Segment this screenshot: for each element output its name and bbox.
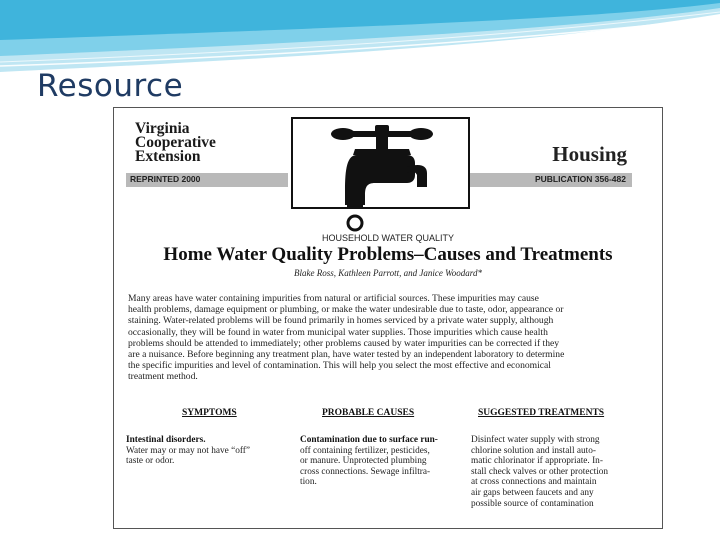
cause-lead: Contamination due to surface run- <box>300 435 438 445</box>
treatment-line: air gaps between faucets and any <box>471 487 594 498</box>
intro-line: occasionally, they will be found in water from municipal water supplies. Those impurities which cause health <box>128 326 548 338</box>
publication-number: PUBLICATION 356-482 <box>534 174 626 184</box>
publication-bar <box>470 173 632 187</box>
cause-line: or manure. Unprotected plumbing <box>300 456 427 467</box>
intro-line: treatment method. <box>128 371 198 383</box>
symptoms-heading: SYMPTOMS <box>182 408 237 418</box>
symptom-line: taste or odor. <box>126 456 175 467</box>
publication-scan <box>113 107 663 529</box>
org-name-line: Extension <box>135 148 201 165</box>
authors: Blake Ross, Kathleen Parrott, and Janice Woodard* <box>294 268 482 278</box>
org-name <box>135 122 216 164</box>
treatment-line: matic chlorinator if appropriate. In- <box>471 456 603 467</box>
series-kicker: HOUSEHOLD WATER QUALITY <box>321 233 455 243</box>
intro-line: staining. Water-related problems will be found primarily in homes serviced by a private water supply, although <box>128 315 554 327</box>
treatment-line: at cross connections and maintain <box>471 477 597 488</box>
treatments-heading: SUGGESTED TREATMENTS <box>478 408 605 418</box>
treatment-line: Disinfect water supply with strong <box>471 435 600 445</box>
cause-line: off containing fertilizer, pesticides, <box>300 445 430 456</box>
intro-line: are a nuisance. Before beginning any treatment plan, have water tested by an independent laboratory to determine <box>128 349 565 361</box>
symptoms-column <box>126 435 296 467</box>
treatment-line: possible source of contamination <box>471 498 594 509</box>
intro-line: the specific impurities and level of contamination. This will help you select the most effective and economical <box>128 360 551 372</box>
intro-line: problems should be attended to immediately; other problems caused by water impurities can be corrected if they <box>128 337 560 349</box>
treatment-line: stall check valves or other protection <box>471 466 609 477</box>
symptom-lead: Intestinal disorders. <box>126 435 206 445</box>
causes-heading: PROBABLE CAUSES <box>322 408 415 418</box>
publication-title: Home Water Quality Problems–Causes and Treatments <box>163 244 613 265</box>
reprint-label: REPRINTED 2000 <box>130 174 201 184</box>
org-name-line: Virginia <box>135 120 190 137</box>
cause-line: tion. <box>300 477 317 488</box>
treatments-column <box>471 435 651 509</box>
reprint-bar <box>126 173 288 187</box>
intro-line: Many areas have water containing impurities from natural or artificial sources. These impurities may cause <box>128 293 539 304</box>
org-name-line: Cooperative <box>135 134 216 151</box>
faucet-logo-box <box>291 117 470 209</box>
intro-line: health problems, damage equipment or plumbing, or make the water undesirable due to taste, odor, appearance or <box>128 304 564 316</box>
treatment-line: chlorine solution and install auto- <box>471 445 596 456</box>
slide-title: Resource <box>37 68 184 104</box>
cause-line: cross connections. Sewage infiltra- <box>300 466 431 477</box>
intro-paragraph <box>128 293 634 383</box>
symptom-line: Water may or may not have “off” <box>126 445 251 456</box>
category-label: Housing <box>552 142 627 166</box>
causes-column <box>300 435 470 488</box>
faucet-icon <box>327 125 437 237</box>
